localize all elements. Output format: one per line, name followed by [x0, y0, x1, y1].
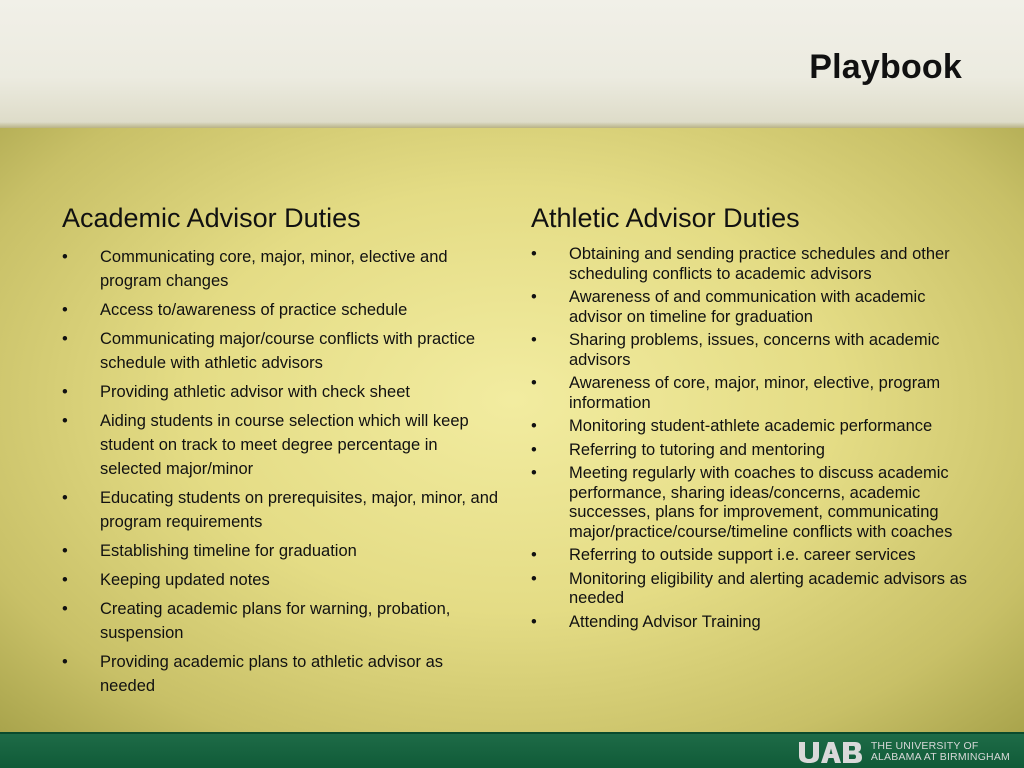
academic-duty-item	[62, 409, 502, 481]
bullet-icon: •	[62, 248, 68, 266]
bullet-icon: •	[531, 288, 537, 306]
bullet-icon: •	[62, 330, 68, 348]
academic-duty-text: Educating students on prerequisites, major, minor, and program requirements	[100, 489, 499, 531]
bullet-icon: •	[531, 569, 537, 588]
academic-duty-text: Creating academic plans for warning, probation, suspension	[100, 600, 451, 642]
academic-duty-item	[62, 539, 502, 563]
athletic-duty-text: Awareness of core, major, minor, elective, program information	[569, 374, 941, 412]
academic-duty-text: Access to/awareness of practice schedule	[100, 301, 408, 319]
academic-duty-item	[62, 650, 502, 698]
academic-duty-text: Communicating major/course conflicts with practice schedule with athletic advisors	[100, 330, 476, 372]
bullet-icon: •	[531, 331, 537, 349]
athletic-duty-item	[531, 464, 971, 542]
athletic-duty-item	[531, 245, 971, 284]
academic-duty-text: Keeping updated notes	[100, 571, 270, 589]
bullet-icon: •	[531, 245, 537, 263]
athletic-duty-text: Meeting regularly with coaches to discuss academic performance, sharing ideas/concerns, academic successes, plans for improvement, communicating major/practice/course/timeline conflicts with coaches	[569, 464, 953, 541]
bullet-icon: •	[62, 301, 68, 319]
athletic-duty-item	[531, 441, 971, 461]
bullet-icon: •	[62, 383, 68, 401]
athletic-duties-list	[531, 245, 971, 632]
academic-duty-text: Establishing timeline for graduation	[100, 542, 357, 560]
athletic-duty-text: Sharing problems, issues, concerns with academic advisors	[569, 331, 940, 369]
footer-band	[0, 732, 1024, 768]
bullet-icon: •	[531, 440, 537, 459]
bullet-icon: •	[62, 542, 68, 560]
bullet-icon: •	[531, 612, 537, 631]
athletic-duty-item	[531, 417, 971, 437]
academic-advisor-column	[62, 200, 502, 703]
academic-duty-item	[62, 245, 502, 293]
athletic-duty-item	[531, 570, 971, 609]
academic-advisor-heading: Academic Advisor Duties	[62, 203, 361, 233]
athletic-duty-text: Monitoring student-athlete academic performance	[569, 417, 933, 435]
athletic-advisor-column	[531, 200, 971, 636]
academic-duty-item	[62, 298, 502, 322]
academic-duty-text: Providing athletic advisor with check sheet	[100, 383, 410, 401]
academic-duty-text: Providing academic plans to athletic advisor as needed	[100, 653, 444, 695]
athletic-duty-text: Referring to outside support i.e. career services	[569, 546, 916, 564]
athletic-duty-item	[531, 546, 971, 566]
header-band	[0, 0, 1024, 128]
academic-duty-text: Communicating core, major, minor, elective and program changes	[100, 248, 448, 290]
athletic-duty-text: Attending Advisor Training	[569, 612, 761, 631]
athletic-duty-text: Awareness of and communication with academic advisor on timeline for graduation	[569, 288, 926, 326]
bullet-icon: •	[62, 600, 68, 618]
academic-duty-text: Aiding students in course selection which will keep student on track to meet degree percentage in selected major/minor	[100, 412, 469, 478]
bullet-icon: •	[531, 374, 537, 392]
athletic-duty-item	[531, 613, 971, 633]
athletic-duty-text: Monitoring eligibility and alerting academic advisors as needed	[569, 569, 968, 607]
logo-line-1: THE UNIVERSITY OF	[870, 740, 979, 752]
athletic-duty-text: Obtaining and sending practice schedules and other scheduling conflicts to academic advisors	[569, 245, 950, 283]
bullet-icon: •	[531, 464, 537, 482]
logo-line-2: ALABAMA AT BIRMINGHAM	[870, 751, 1010, 763]
bullet-icon: •	[531, 546, 537, 564]
academic-duty-item	[62, 486, 502, 534]
slide-title: Playbook	[809, 48, 962, 86]
bullet-icon: •	[62, 571, 68, 589]
uab-logo	[797, 737, 1010, 767]
athletic-advisor-heading: Athletic Advisor Duties	[531, 203, 800, 233]
athletic-duty-item	[531, 374, 971, 413]
academic-duty-item	[62, 568, 502, 592]
academic-duty-item	[62, 380, 502, 404]
bullet-icon: •	[531, 417, 537, 435]
athletic-duty-text: Referring to tutoring and mentoring	[569, 440, 825, 459]
bullet-icon: •	[62, 653, 68, 671]
athletic-duty-item	[531, 288, 971, 327]
uab-logo-mark-icon	[797, 739, 865, 765]
academic-duty-item	[62, 327, 502, 375]
academic-duty-item	[62, 597, 502, 645]
bullet-icon: •	[62, 412, 68, 430]
uab-logo-text	[871, 741, 1010, 763]
athletic-duty-item	[531, 331, 971, 370]
academic-duties-list	[62, 245, 502, 698]
bullet-icon: •	[62, 489, 68, 507]
